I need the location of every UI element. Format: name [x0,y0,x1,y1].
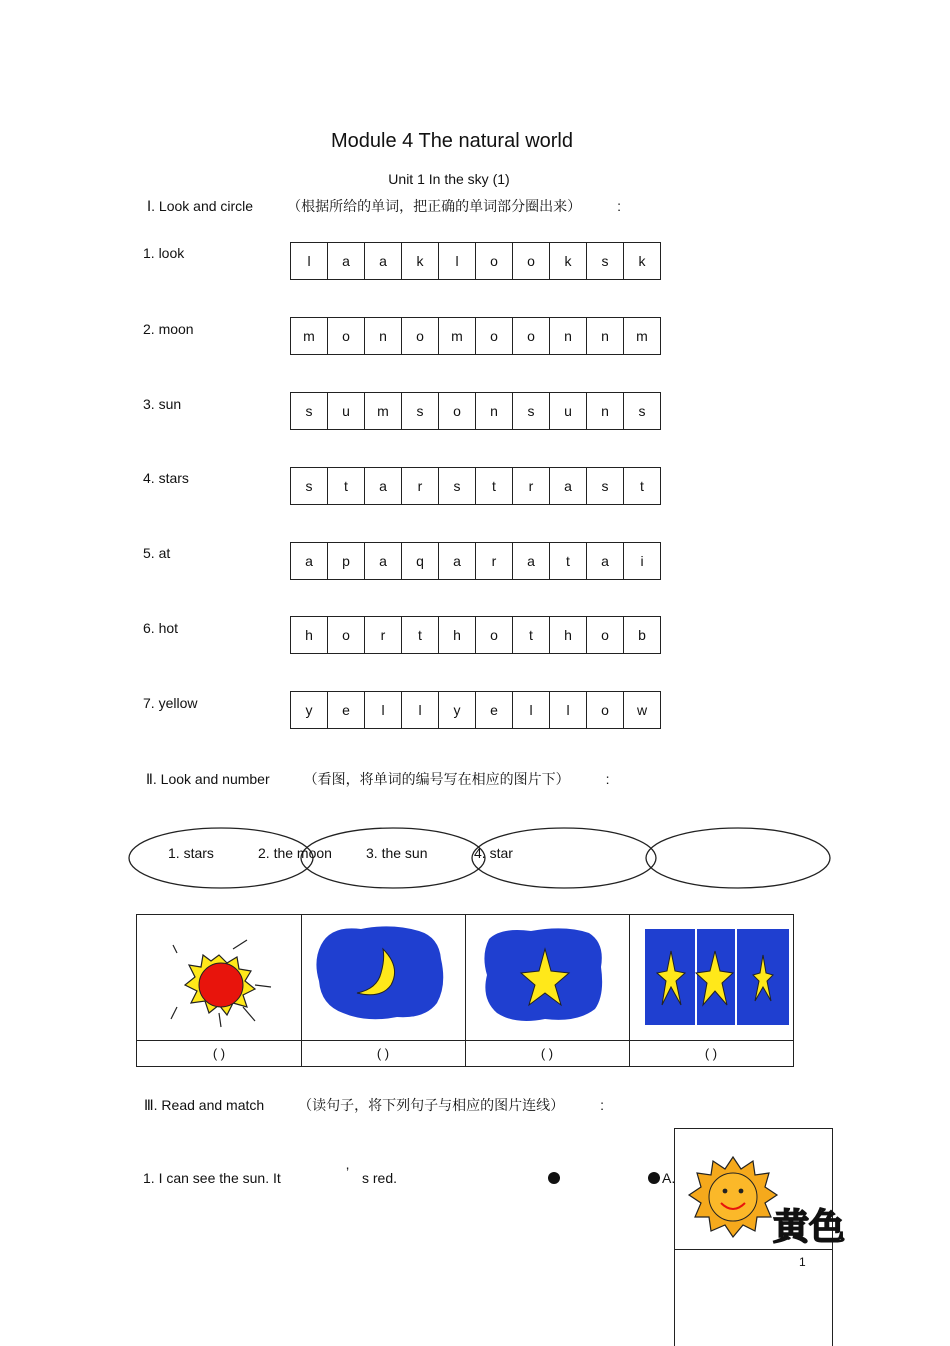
question-label: 1. look [143,245,185,261]
letter-cell[interactable]: w [636,702,648,718]
letter-cell[interactable]: o [513,243,550,279]
letter-cell[interactable]: l [550,692,587,728]
letter-cell[interactable]: t [550,543,587,579]
section-2-label: Ⅱ. Look and number [146,771,270,787]
letter-cell[interactable]: a [550,468,587,504]
letter-cell[interactable]: a [587,543,624,579]
letter-cell[interactable]: o [587,617,624,653]
letter-cell[interactable]: s [291,468,328,504]
letter-cell[interactable]: u [550,393,587,429]
moon-picture [301,915,465,1039]
letter-cell[interactable]: l [513,692,550,728]
page-subtitle: Unit 1 In the sky (1) [388,171,510,187]
picture-table [136,914,794,1067]
letter-cell[interactable]: u [328,393,365,429]
letter-cell[interactable]: a [439,543,476,579]
letter-cell[interactable]: a [328,243,365,279]
section-1-instruction: （根据所给的单词，把正确的单词部分圈出来） [287,198,582,214]
sun-picture [137,915,301,1039]
section-2-heading [146,769,610,789]
letter-cell[interactable]: a [513,543,550,579]
word-3: 3. the sun [366,845,428,861]
letter-grid [290,467,661,505]
word-2: 2. the moon [258,845,332,861]
letter-cell[interactable]: k [402,243,439,279]
page-number: 1 [799,1255,806,1269]
letter-cell[interactable]: t [328,468,365,504]
question-label: 4. stars [143,470,189,486]
match-dot-left[interactable] [548,1172,560,1184]
sentence-1-apostrophe: ’ [346,1164,350,1180]
letter-cell[interactable]: s [402,393,439,429]
section-3-heading [144,1095,604,1115]
letter-cell[interactable]: q [402,543,439,579]
picture-cell-sun [137,915,302,1066]
word-4: 4. star [474,845,513,861]
letter-cell[interactable]: l [365,692,402,728]
picture-cell-star [465,915,630,1066]
letter-cell[interactable]: s [513,393,550,429]
sun-disc [199,963,243,1007]
letter-grid [290,616,661,654]
question-label: 2. moon [143,321,194,337]
answer-blank-2[interactable]: ( ) [376,1046,390,1061]
letter-cell[interactable]: r [513,468,550,504]
letter-cell[interactable]: t [402,617,439,653]
question-label: 5. at [143,545,171,561]
night-sky-blob [316,926,443,1019]
letter-cell[interactable]: y [291,692,328,728]
question-label: 3. sun [143,396,182,412]
letter-cell[interactable]: a [365,468,402,504]
sentence-1-start: 1. I can see the sun. It [143,1170,281,1186]
letter-cell[interactable]: n [587,393,624,429]
letter-cell[interactable]: r [402,468,439,504]
question-label: 6. hot [143,620,179,636]
letter-cell[interactable]: p [328,543,365,579]
match-box-divider [675,1249,832,1250]
section-3-colon: : [600,1097,605,1113]
letter-cell[interactable]: n [476,393,513,429]
letter-cell[interactable]: s [638,403,646,419]
letter-cell[interactable]: o [587,692,624,728]
section-2-colon: : [605,771,610,787]
star-picture [465,915,629,1039]
letter-cell[interactable]: t [640,478,644,494]
letter-cell[interactable]: s [291,393,328,429]
picture-cell-stars [629,915,793,1066]
letter-grid [290,242,661,280]
letter-grid [290,691,661,729]
letter-cell[interactable]: i [640,553,644,569]
letter-cell[interactable]: a [291,543,328,579]
match-option-a: A. [662,1170,676,1186]
letter-cell[interactable]: n [365,318,402,354]
smiling-sun-icon [687,1155,779,1245]
letter-cell[interactable]: h [550,617,587,653]
letter-cell[interactable]: s [587,468,624,504]
question-label: 7. yellow [143,695,198,711]
letter-cell[interactable]: h [439,617,476,653]
letter-cell[interactable]: o [476,243,513,279]
letter-cell[interactable]: k [638,253,646,269]
letter-grid [290,317,661,355]
letter-cell[interactable]: n [587,318,624,354]
section-2-instruction: （看图，将单词的编号写在相应的图片下） [303,771,570,787]
letter-cell[interactable]: h [291,617,328,653]
letter-cell[interactable]: m [636,328,648,344]
letter-cell[interactable]: m [365,393,402,429]
letter-cell[interactable]: n [550,318,587,354]
section-1-label: Ⅰ. Look and circle [147,198,254,214]
letter-cell[interactable]: o [476,318,513,354]
section-1-colon: : [617,198,621,214]
stars-picture [629,915,793,1039]
letter-cell[interactable]: k [550,243,587,279]
letter-cell[interactable]: a [365,543,402,579]
answer-blank-3[interactable]: ( ) [540,1046,554,1061]
letter-cell[interactable]: m [439,318,476,354]
letter-cell[interactable]: e [328,692,365,728]
section-3-label: Ⅲ. Read and match [144,1097,265,1113]
letter-cell[interactable]: a [365,243,402,279]
letter-cell[interactable]: o [402,318,439,354]
letter-cell[interactable]: y [439,692,476,728]
match-picture-box [674,1128,846,1346]
letter-cell[interactable]: l [439,243,476,279]
letter-cell[interactable]: s [587,243,624,279]
letter-cell[interactable]: o [439,393,476,429]
sentence-1-end: s red. [362,1170,398,1186]
letter-grid [290,542,661,580]
picture-caption: 黄色 [773,1207,846,1248]
section-1-heading [147,196,621,216]
letter-cell[interactable]: r [476,543,513,579]
match-dot-right[interactable] [648,1172,660,1184]
letter-cell[interactable]: o [513,318,550,354]
answer-blank-1[interactable]: ( ) [212,1046,226,1061]
letter-cell[interactable]: b [638,627,646,643]
word-1: 1. stars [168,845,214,861]
letter-cell[interactable]: o [476,617,513,653]
page-title: Module 4 The natural world [331,130,573,152]
letter-cell[interactable]: o [328,617,365,653]
picture-cell-moon [301,915,466,1066]
letter-cell[interactable]: l [402,692,439,728]
letter-grid [290,392,661,430]
letter-cell[interactable]: t [476,468,513,504]
letter-cell[interactable]: t [513,617,550,653]
letter-cell[interactable]: l [291,243,328,279]
answer-blank-4[interactable]: ( ) [704,1046,718,1061]
oval-4 [646,828,830,888]
letter-cell[interactable]: s [439,468,476,504]
section-3-instruction: （读句子，将下列句子与相应的图片连线） [298,1097,565,1113]
letter-cell[interactable]: o [328,318,365,354]
letter-cell[interactable]: e [476,692,513,728]
letter-cell[interactable]: m [291,318,328,354]
letter-cell[interactable]: r [365,617,402,653]
